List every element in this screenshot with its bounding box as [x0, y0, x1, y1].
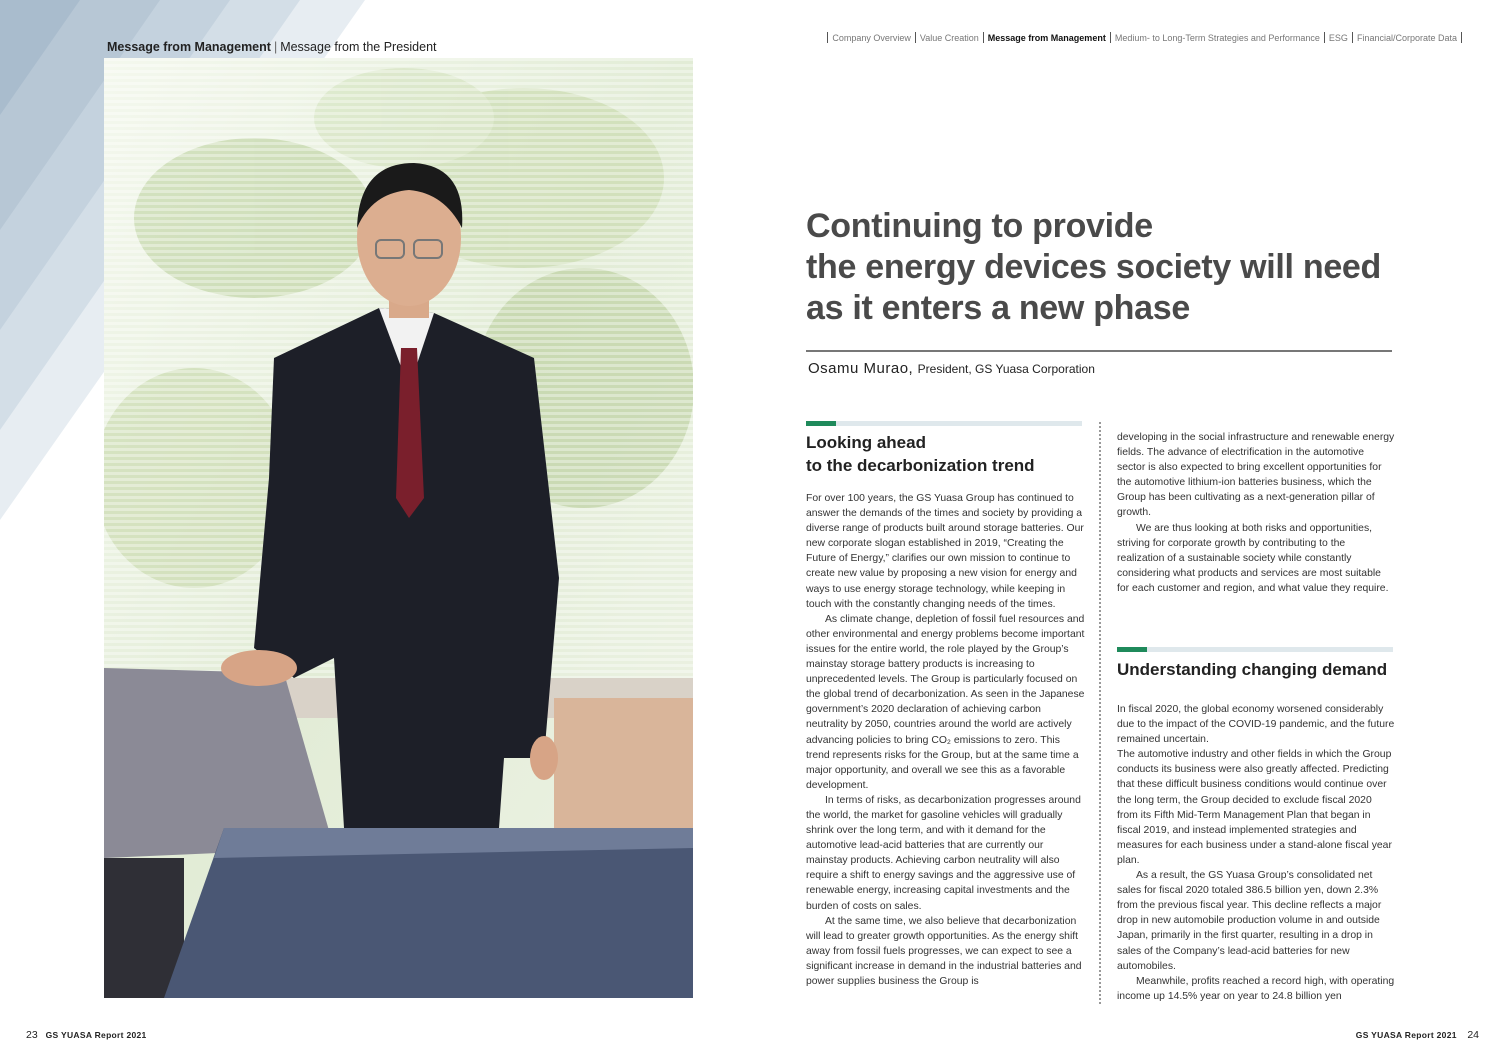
nav-value-creation[interactable]: Value Creation [919, 32, 979, 43]
column-2-top [1117, 430, 1395, 596]
column-divider [1099, 422, 1101, 1004]
section-bar-1 [806, 421, 1082, 426]
nav-esg[interactable]: ESG [1328, 32, 1348, 43]
paragraph: In terms of risks, as decarbonization progresses around the world, the market for gasoline vehicles will gradually shrink over the long term, and with it demand for the automotive lead-acid batteries that are currently our mainstay products. Achieving carbon neutrality will also require a shift to energy savings and the aggressive use of renewable energy, increasing capital investments and the burden of costs on sales. [806, 794, 1081, 912]
nav-message-from-management[interactable]: Message from Management [987, 32, 1106, 43]
page-title [806, 206, 1406, 329]
paragraph: As climate change, depletion of fossil fuel resources and other environmental and energy problems become important issues for the entire world, the role played by the Group’s mainstay storage battery products is increasing to unprecedented levels. The Group is particularly focused on the global trend of decarbonization. As seen in the Japanese government’s 2020 declaration of achieving carbon neutrality by 2050, countries around the world are actively advancing policies to bring CO₂ emissions to zero. This trend represents risks for the Group, but at the same time a major opportunity, and overall we see this as a favorable development. [806, 613, 1085, 791]
paragraph: The automotive industry and other fields in which the Group conducts its business were also greatly affected. Predicting that these difficult business conditions would continue over the long term, the Group decided to exclude fiscal 2020 from its Fifth Mid-Term Management Plan that began in fiscal 2019, and instead implemented strategies and measures for each business under a stand-alone fiscal year plan. [1117, 749, 1392, 866]
author-name: Osamu Murao, [808, 360, 914, 377]
byline [808, 360, 1095, 378]
column-2-bottom [1117, 702, 1395, 1004]
paragraph: For over 100 years, the GS Yuasa Group has continued to answer the demands of the times and society by providing a diverse range of products built around storage batteries. Our new corporate slogan established in 2019, “Creating the Future of Energy,” clarifies our own mission to continue to create new value by proposing a new vision for energy and ways to use energy storage technology, while keeping in touch with the constantly changing needs of the times. [806, 493, 1084, 610]
report-brand-right: GS YUASA Report 2021 [1355, 1030, 1457, 1040]
paragraph: As a result, the GS Yuasa Group’s consolidated net sales for fiscal 2020 totaled 386.5 billion yen, down 2.3% from the previous fiscal year. This decline reflects a major drop in new automobile production volume in and outside Japan, primarily in the first quarter, resulting in a drop in sales of the Company’s lead-acid batteries for new automobiles. [1117, 870, 1382, 972]
nav-company-overview[interactable]: Company Overview [832, 32, 911, 43]
footer-right [1356, 1029, 1479, 1041]
title-line-1: Continuing to provide [806, 207, 1153, 245]
section-label: Message from Management | Message from the President [107, 40, 437, 54]
top-nav [823, 32, 1466, 43]
paragraph: In fiscal 2020, the global economy worsened considerably due to the impact of the COVID-19 pandemic, and the future remained uncertain. [1117, 704, 1395, 746]
footer-left [26, 1029, 147, 1041]
page-number-left: 23 [26, 1029, 38, 1041]
title-rule [806, 350, 1392, 352]
paragraph: At the same time, we also believe that decarbonization will lead to greater growth opportunities. As the energy shift away from fossil fuels progresses, we can expect to see a significant increase in demand in the industrial batteries and power supplies business the Group is [806, 915, 1082, 987]
column-1 [806, 491, 1085, 989]
section-label-sub: Message from the President [280, 40, 437, 54]
paragraph: Meanwhile, profits reached a record high, with operating income up 14.5% year on year to 24.8 billion yen [1117, 975, 1395, 1002]
section-bar-2 [1117, 647, 1393, 652]
report-brand-left: GS YUASA Report 2021 [45, 1030, 147, 1040]
author-role: President, GS Yuasa Corporation [917, 362, 1095, 376]
section-heading-demand: Understanding changing demand [1117, 660, 1388, 679]
president-photo [104, 58, 693, 998]
section-heading-decarbonization: Looking ahead to the decarbonization trend [806, 433, 1035, 475]
title-line-3: as it enters a new phase [806, 289, 1190, 327]
page-number-right: 24 [1467, 1029, 1479, 1041]
nav-strategies-performance[interactable]: Medium- to Long-Term Strategies and Performance [1114, 32, 1320, 43]
section-label-bold: Message from Management [107, 40, 271, 54]
paragraph: developing in the social infrastructure and renewable energy fields. The advance of electrification in the automotive sector is also expected to bring excellent opportunities for the automotive lithium-ion batteries business, which the Group has been cultivating as a next-generation pillar of growth. [1117, 432, 1395, 519]
nav-financial-data[interactable]: Financial/Corporate Data [1356, 32, 1457, 43]
paragraph: We are thus looking at both risks and opportunities, striving for corporate growth by contributing to the realization of a sustainable society while constantly considering what products and services are most suitable for each customer and region, and what value they require. [1117, 522, 1389, 594]
title-line-2: the energy devices society will need [806, 248, 1382, 286]
